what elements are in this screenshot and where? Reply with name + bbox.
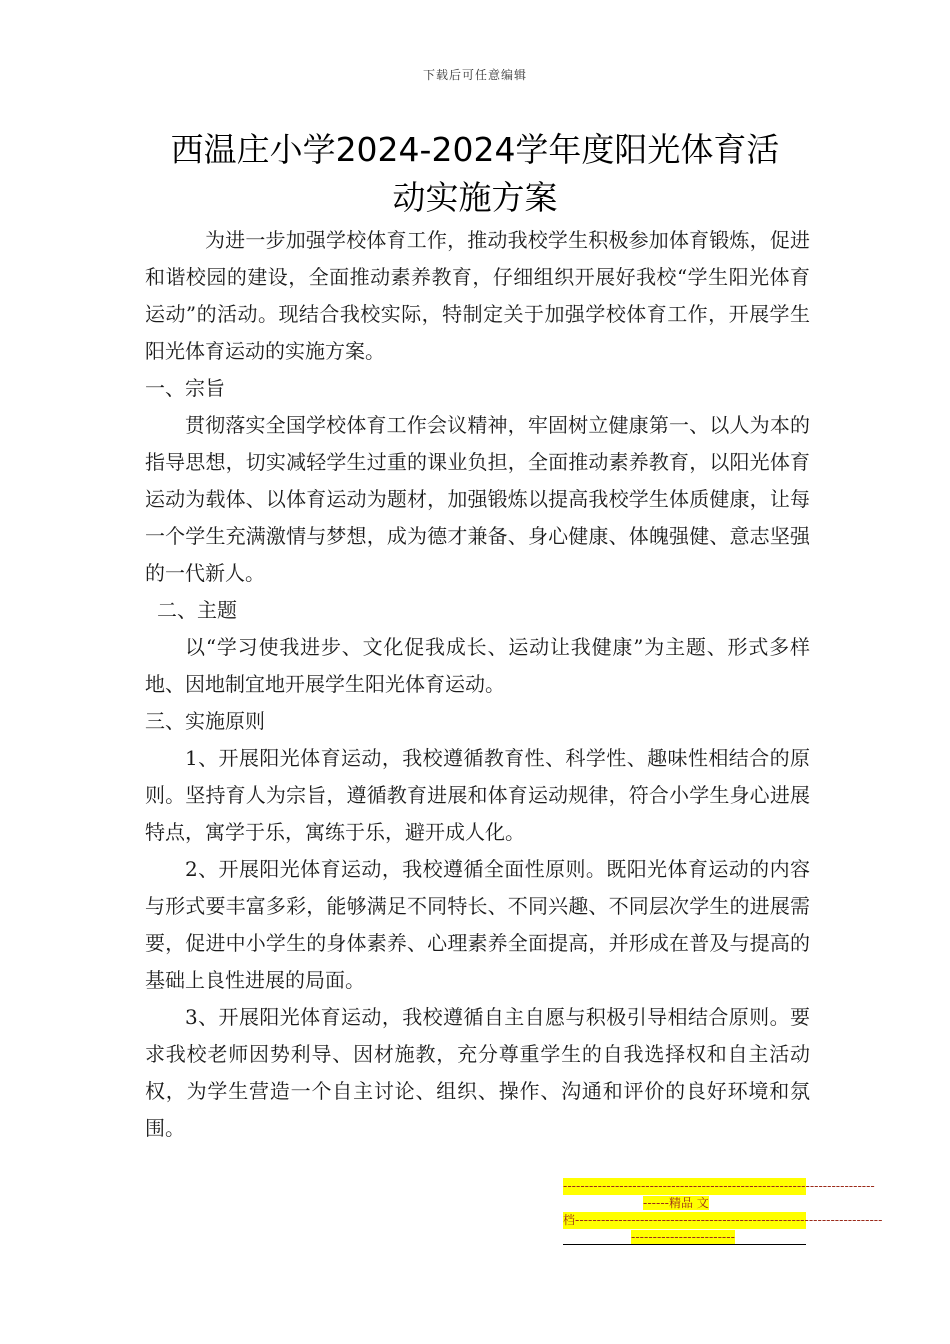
theme-paragraph: 以“学习使我进步、文化促我成长、运动让我健康”为主题、形式多样地、因地制宜地开展学生阳光体育运动。 xyxy=(145,635,810,696)
principle-paragraph-2: 2、开展阳光体育运动，我校遵循全面性原则。既阳光体育运动的内容与形式要丰富多彩，能够满足不同特长、不同兴趣、不同层次学生的进展需要，促进中小学生的身体素养、心理素养全面提高，并形成在普及与提高的基础上良性进展的局面。 xyxy=(145,857,810,992)
section-heading-theme: 二、主题 xyxy=(157,598,237,622)
footer-rule xyxy=(563,1244,806,1245)
document-title xyxy=(100,126,850,222)
footer-dash-line-3: 档----------------------------------------------------------------------- xyxy=(563,1213,883,1227)
intro-paragraph: 为进一步加强学校体育工作，推动我校学生积极参加体育锻炼，促进和谐校园的建设，全面推动素养教育，仔细组织开展好我校“学生阳光体育运动”的活动。现结合我校实际，特制定关于加强学校体育工作，开展学生阳光体育运动的实施方案。 xyxy=(145,228,810,363)
principle-paragraph-3: 3、开展阳光体育运动，我校遵循自主自愿与积极引导相结合原则。要求我校老师因势利导、因材施教，充分尊重学生的自我选择权和自主活动权，为学生营造一个自主讨论、组织、操作、沟通和评价的良好环境和氛围。 xyxy=(145,1005,810,1140)
footer-watermark xyxy=(563,1178,883,1246)
footer-dash-line-4: ------------------------ xyxy=(631,1230,735,1244)
footer-dash-line-1: ------------------------------------------------------------------------ xyxy=(563,1179,875,1193)
header-note: 下载后可任意编辑 xyxy=(422,68,527,82)
principle-paragraph-1: 1、开展阳光体育运动，我校遵循教育性、科学性、趣味性相结合的原则。坚持育人为宗旨，遵循教育进展和体育运动规律，符合小学生身心进展特点，寓学于乐，寓练于乐，避开成人化。 xyxy=(145,746,810,844)
section-heading-principles: 三、实施原则 xyxy=(145,709,265,733)
title-line-2: 动实施方案 xyxy=(392,178,558,217)
purpose-paragraph: 贯彻落实全国学校体育工作会议精神，牢固树立健康第一、以人为本的指导思想，切实减轻学生过重的课业负担，全面推动素养教育，以阳光体育运动为载体、以体育运动为题材，加强锻炼以提高我校学生体质健康，让每一个学生充满激情与梦想，成为德才兼备、身心健康、体魄强健、意志坚强的一代新人。 xyxy=(145,413,810,585)
section-heading-purpose: 一、宗旨 xyxy=(145,376,225,400)
document-body xyxy=(145,222,810,1147)
title-line-1: 西温庄小学2024-2024学年度阳光体育活 xyxy=(170,130,780,169)
footer-line-2-wrap xyxy=(563,1195,806,1212)
footer-label-jingpin: ------精品 文 xyxy=(643,1196,709,1210)
